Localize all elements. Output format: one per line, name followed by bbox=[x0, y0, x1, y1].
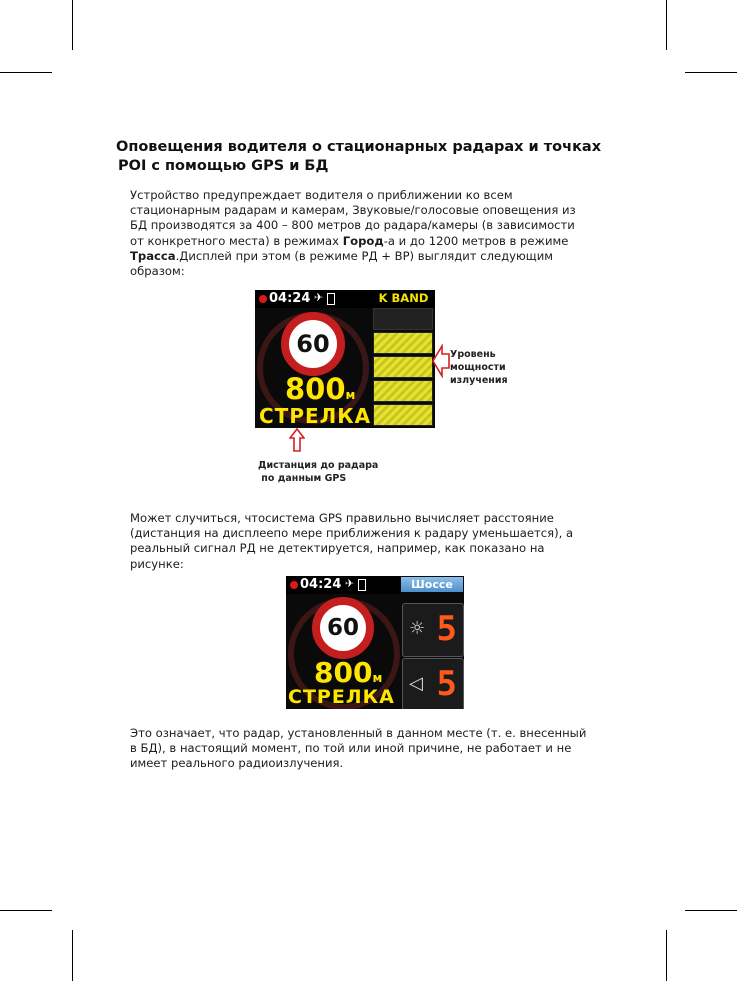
text-span: .Дисплей при этом (в режиме РД + ВР) выглядит следующим bbox=[175, 248, 553, 263]
callout-line: излучения bbox=[450, 375, 508, 386]
text-line: в БД), в настоящий момент, по той или иной причине, не работает и не bbox=[130, 741, 572, 756]
text-line: реальный сигнал РД не детектируется, например, как показано на bbox=[130, 541, 545, 556]
paragraph-gps-only bbox=[130, 511, 600, 572]
text-line: БД производятся за 400 – 800 метров до радара/камеры (в зависимости bbox=[130, 218, 575, 233]
record-indicator-icon bbox=[259, 295, 267, 303]
band-label: K BAND bbox=[378, 291, 429, 305]
speaker-icon: ◁ bbox=[409, 673, 423, 694]
crop-mark bbox=[685, 910, 737, 911]
radar-display-kband bbox=[255, 290, 435, 428]
text-line: Может случиться, чтосистема GPS правильно вычисляет расстояние bbox=[130, 511, 554, 525]
distance-unit: м bbox=[372, 671, 383, 685]
text-span: от конкретного места) в режимах bbox=[130, 233, 343, 248]
distance-value: 800 bbox=[285, 372, 346, 406]
crop-mark bbox=[666, 0, 667, 50]
title-line: POI с помощью GPS и БД bbox=[118, 158, 329, 174]
speed-limit-value: 60 bbox=[326, 615, 359, 641]
crop-mark bbox=[0, 910, 52, 911]
text-line: (дистанция на дисплеепо мере приближения к радару уменьшается), а bbox=[130, 526, 574, 541]
callout-line: по данным GPS bbox=[258, 473, 347, 484]
distance-callout bbox=[258, 459, 378, 485]
signal-bar bbox=[373, 356, 433, 378]
text-line: Это означает, что радар, установленный в данном месте (т. е. внесенный bbox=[130, 726, 587, 740]
crop-mark bbox=[72, 0, 73, 50]
bold-term: Трасса bbox=[130, 248, 176, 263]
paragraph-conclusion bbox=[130, 726, 605, 772]
brightness-icon: ☼ bbox=[409, 618, 426, 639]
brightness-level: 5 bbox=[436, 609, 457, 649]
volume-panel bbox=[402, 658, 464, 709]
brightness-panel bbox=[402, 603, 464, 657]
radar-display-highway bbox=[286, 576, 464, 709]
speed-limit-value: 60 bbox=[296, 330, 330, 358]
signal-bar bbox=[373, 332, 433, 354]
text-line: рисунке: bbox=[130, 556, 184, 571]
satellite-icon: ✈ bbox=[314, 291, 324, 304]
satellite-icon: ✈ bbox=[345, 577, 355, 590]
text-line: образом: bbox=[130, 264, 185, 279]
speed-limit-sign bbox=[281, 312, 345, 376]
mode-badge: Шоссе bbox=[401, 577, 463, 592]
text-line bbox=[130, 234, 600, 249]
arrow-up-icon bbox=[289, 428, 305, 452]
signal-bar bbox=[373, 404, 433, 426]
callout-line: Уровень bbox=[450, 349, 496, 360]
distance-unit: м bbox=[345, 388, 356, 402]
crop-mark bbox=[0, 72, 52, 73]
signal-bar bbox=[373, 308, 433, 330]
arrow-left-icon bbox=[432, 344, 450, 378]
distance-readout bbox=[285, 372, 355, 406]
camera-type: СТРЕЛКА bbox=[259, 404, 372, 428]
record-indicator-icon bbox=[290, 581, 298, 589]
clock: 04:24 bbox=[269, 291, 311, 306]
crop-mark bbox=[685, 72, 737, 73]
volume-level: 5 bbox=[436, 664, 457, 704]
battery-icon bbox=[327, 293, 335, 305]
power-level-callout bbox=[450, 348, 508, 387]
clock: 04:24 bbox=[300, 577, 342, 592]
text-span: -а и до 1200 метров в режиме bbox=[383, 233, 569, 248]
status-bar bbox=[286, 576, 400, 594]
bold-term: Город bbox=[342, 233, 384, 248]
paragraph-intro bbox=[130, 188, 600, 279]
distance-value: 800 bbox=[314, 656, 373, 689]
text-line: имеет реального радиоизлучения. bbox=[130, 756, 344, 771]
signal-bar bbox=[373, 380, 433, 402]
battery-icon bbox=[358, 579, 366, 591]
distance-readout bbox=[314, 656, 382, 689]
text-line: стационарным радарам и камерам, Звуковые/голосовые оповещения из bbox=[130, 203, 576, 218]
crop-mark bbox=[666, 930, 667, 981]
camera-type: СТРЕЛКА bbox=[288, 686, 395, 708]
title-line: Оповещения водителя о стационарных радарах и точках bbox=[116, 139, 602, 155]
section-title bbox=[116, 138, 636, 176]
callout-line: мощности bbox=[450, 362, 506, 373]
text-line: Устройство предупреждает водителя о приближении ко всем bbox=[130, 188, 513, 202]
crop-mark bbox=[72, 930, 73, 981]
speed-limit-sign bbox=[312, 597, 374, 659]
callout-line: Дистанция до радара bbox=[258, 460, 379, 471]
text-line bbox=[130, 249, 600, 264]
